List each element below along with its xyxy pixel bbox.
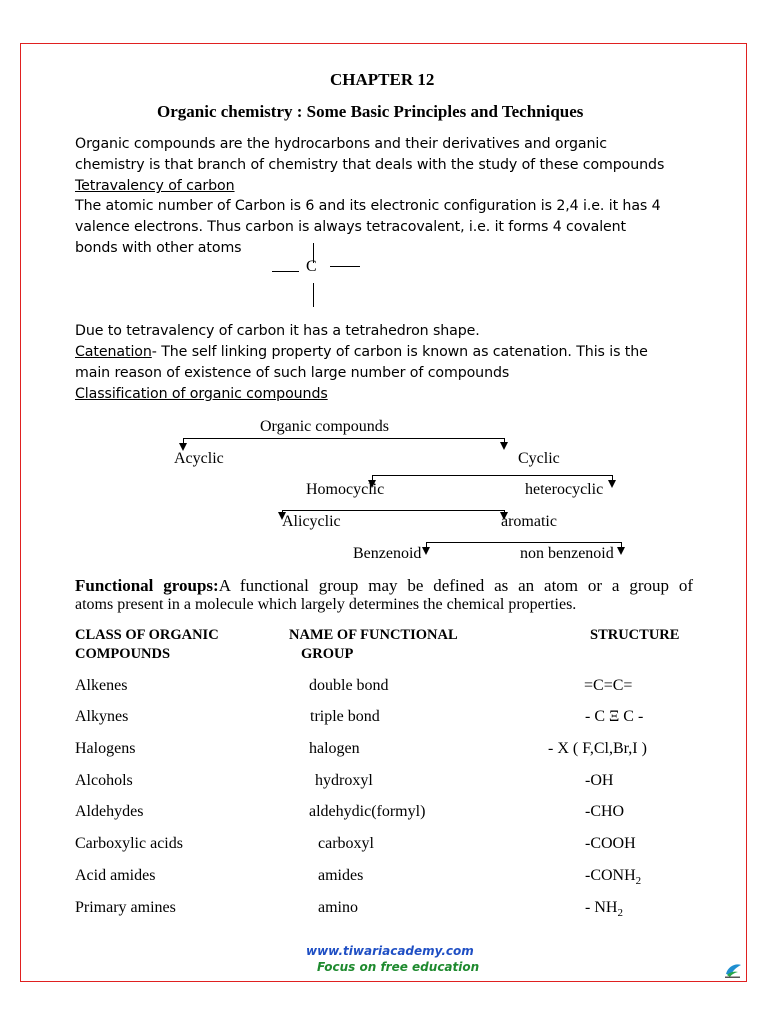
chapter-heading: CHAPTER 12	[330, 70, 435, 89]
carbon-bond-down	[313, 283, 314, 307]
tree-branch-2	[372, 475, 613, 476]
row-class: Alkenes	[75, 677, 128, 694]
catenation-line-1	[75, 344, 648, 360]
row-structure-cell	[585, 899, 623, 919]
row-class: Acid amides	[75, 867, 156, 884]
header-name-2: GROUP	[301, 646, 354, 662]
header-class-2: COMPOUNDS	[75, 646, 171, 662]
classification-heading: Classification of organic compounds	[75, 386, 328, 402]
carbon-symbol: C	[306, 258, 317, 275]
row-name: double bond	[309, 677, 389, 694]
tree-alicyclic: Alicyclic	[282, 513, 341, 530]
header-name-1: NAME OF FUNCTIONAL	[289, 627, 458, 643]
tree-branch-3	[282, 510, 505, 511]
tetrahedron-text: Due to tetravalency of carbon it has a tetrahedron shape.	[75, 323, 480, 339]
tree-cyclic: Cyclic	[518, 450, 560, 467]
intro-line-1: Organic compounds are the hydrocarbons and their derivatives and organic	[75, 136, 607, 152]
footer-url-link[interactable]: www.tiwariacademy.com	[306, 944, 474, 958]
tree-heterocyclic: heterocyclic	[525, 481, 604, 498]
tetra-line-3: bonds with other atoms	[75, 240, 242, 256]
row-structure: - C Ξ C -	[585, 708, 644, 725]
carbon-bond-right	[330, 266, 360, 267]
header-structure: STRUCTURE	[590, 627, 680, 643]
tree-homocyclic: Homocyclic	[306, 481, 385, 498]
row-class: Halogens	[75, 740, 136, 757]
page-title: Organic chemistry : Some Basic Principles and Techniques	[157, 102, 584, 121]
row-structure: =C=C=	[584, 677, 633, 694]
row-name: amides	[318, 867, 364, 884]
functional-groups-heading: Functional groups:	[75, 576, 219, 595]
row-name: hydroxyl	[315, 772, 373, 789]
row-class: Alcohols	[75, 772, 133, 789]
tetra-line-1: The atomic number of Carbon is 6 and its electronic configuration is 2,4 i.e. it has 4	[75, 198, 661, 214]
row-class: Carboxylic acids	[75, 835, 183, 852]
carbon-bond-left	[272, 271, 299, 272]
tree-aromatic: aromatic	[501, 513, 557, 530]
row-class: Alkynes	[75, 708, 129, 725]
tree-branch-1	[183, 438, 505, 439]
functional-groups-text: A functional group may be defined as an atom or a group of	[218, 576, 694, 595]
tree-benzenoid: Benzenoid	[353, 545, 422, 562]
intro-line-2: chemistry is that branch of chemistry that deals with the study of these compounds	[75, 157, 665, 173]
footer-tagline: Focus on free education	[317, 960, 480, 974]
row-name: aldehydic(formyl)	[309, 803, 426, 820]
arrow-cyclic-icon	[500, 442, 508, 450]
row-structure: - NH	[585, 899, 618, 916]
academy-logo-icon	[724, 962, 742, 979]
tree-acyclic: Acyclic	[174, 450, 224, 467]
arrow-heterocyclic-icon	[608, 480, 616, 488]
row-structure: -OH	[585, 772, 614, 789]
row-class: Aldehydes	[75, 803, 144, 820]
functional-groups-line-2: atoms present in a molecule which largely determines the chemical properties.	[75, 596, 577, 613]
catenation-term: Catenation	[75, 344, 152, 360]
tree-non-benzenoid: non benzenoid	[520, 545, 614, 562]
row-structure: -COOH	[585, 835, 636, 852]
tree-branch-4	[426, 542, 622, 543]
header-class-1: CLASS OF ORGANIC	[75, 627, 219, 643]
row-structure: -CHO	[585, 803, 625, 820]
row-structure: -CONH	[585, 867, 636, 884]
row-name: amino	[318, 899, 358, 916]
catenation-def: - The self linking property of carbon is known as catenation. This is the	[151, 344, 648, 360]
subscript-two: 2	[635, 875, 642, 888]
functional-groups-line-1	[75, 576, 693, 596]
tetra-line-2: valence electrons. Thus carbon is always tetracovalent, i.e. it forms 4 covalent	[75, 219, 627, 235]
row-class: Primary amines	[75, 899, 176, 916]
arrow-non-benzenoid-icon	[617, 547, 625, 555]
catenation-line-2: main reason of existence of such large number of compounds	[75, 365, 510, 381]
row-name: carboxyl	[318, 835, 374, 852]
tetravalency-heading: Tetravalency of carbon	[75, 178, 235, 194]
row-structure-cell	[585, 867, 641, 887]
arrow-benzenoid-icon	[422, 547, 430, 555]
row-name: halogen	[309, 740, 360, 757]
subscript-two: 2	[617, 907, 623, 920]
row-structure: - X ( F,Cl,Br,I )	[548, 740, 647, 757]
tree-root: Organic compounds	[260, 418, 390, 435]
row-name: triple bond	[310, 708, 380, 725]
